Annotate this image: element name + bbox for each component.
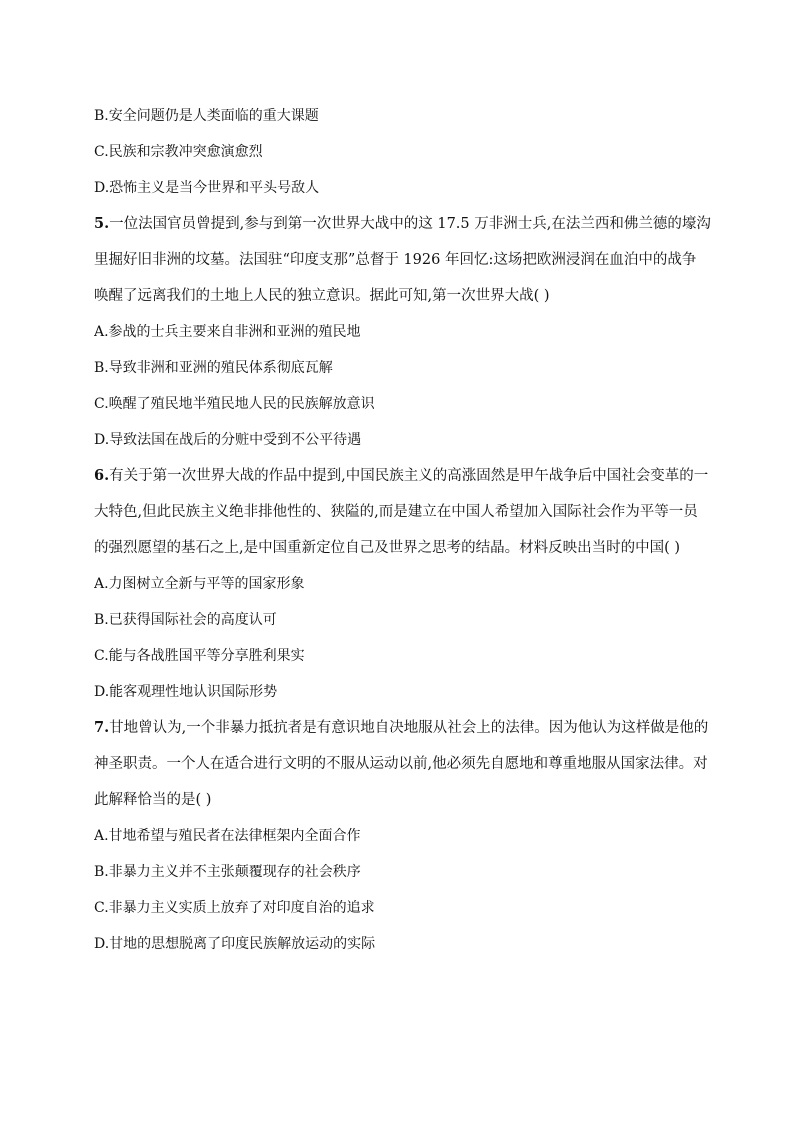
q6-number: 6.	[94, 467, 110, 484]
q7-option-d: D.甘地的思想脱离了印度民族解放运动的实际	[94, 936, 376, 952]
q5-option-a: A.参战的士兵主要来自非洲和亚洲的殖民地	[94, 324, 361, 340]
q6-stem-line-1	[94, 467, 714, 485]
q4-option-b: B.安全问题仍是人类面临的重大课题	[94, 108, 319, 124]
q4-option-c: C.民族和宗教冲突愈演愈烈	[94, 144, 263, 160]
q7-stem-line-2: 神圣职责。一个人在适合进行文明的不服从运动以前,他必须先自愿地和尊重地服从国家法律。对	[94, 756, 708, 772]
q7-stem-text-1: 甘地曾认为,一个非暴力抵抗者是有意识地自决地服从社会上的法律。因为他认为这样做是他的	[109, 720, 709, 736]
q7-stem-line-3: 此解释恰当的是( )	[94, 792, 212, 808]
q7-option-a: A.甘地希望与殖民者在法律框架内全面合作	[94, 828, 361, 844]
q7-option-b: B.非暴力主义并不主张颠覆现存的社会秩序	[94, 864, 361, 880]
q7-number: 7.	[94, 719, 110, 736]
q7-option-c: C.非暴力主义实质上放弃了对印度自治的追求	[94, 900, 375, 916]
q6-stem-text-1: 有关于第一次世界大战的作品中提到,中国民族主义的高涨固然是甲午战争后中国社会变革的一	[109, 468, 709, 484]
q5-option-c: C.唤醒了殖民地半殖民地人民的民族解放意识	[94, 396, 375, 412]
q6-stem-line-3: 的强烈愿望的基石之上,是中国重新定位自己及世界之思考的结晶。材料反映出当时的中国( )	[94, 540, 681, 556]
q5-stem-line-2: 里掘好旧非洲的坟墓。法国驻“印度支那”总督于 1926 年回忆:这场把欧洲浸润在血泊中的战争	[94, 252, 697, 268]
q5-option-d: D.导致法国在战后的分赃中受到不公平待遇	[94, 432, 362, 448]
q6-option-b: B.已获得国际社会的高度认可	[94, 612, 277, 628]
q5-stem-line-1	[94, 215, 714, 233]
q5-stem-line-3: 唤醒了远离我们的土地上人民的独立意识。据此可知,第一次世界大战( )	[94, 288, 550, 304]
q6-stem-line-2: 大特色,但此民族主义绝非排他性的、狭隘的,而是建立在中国人希望加入国际社会作为平等一员	[94, 504, 698, 520]
q5-stem-text-1: 一位法国官员曾提到,参与到第一次世界大战中的这 17.5 万非洲士兵,在法兰西和佛兰德的壕沟	[109, 216, 711, 232]
q5-number: 5.	[94, 215, 110, 232]
q5-option-b: B.导致非洲和亚洲的殖民体系彻底瓦解	[94, 360, 333, 376]
q6-option-d: D.能客观理性地认识国际形势	[94, 684, 278, 700]
q7-stem-line-1	[94, 719, 714, 737]
q4-option-d: D.恐怖主义是当今世界和平头号敌人	[94, 180, 320, 196]
q6-option-c: C.能与各战胜国平等分享胜利果实	[94, 648, 305, 664]
q6-option-a: A.力图树立全新与平等的国家形象	[94, 576, 305, 592]
